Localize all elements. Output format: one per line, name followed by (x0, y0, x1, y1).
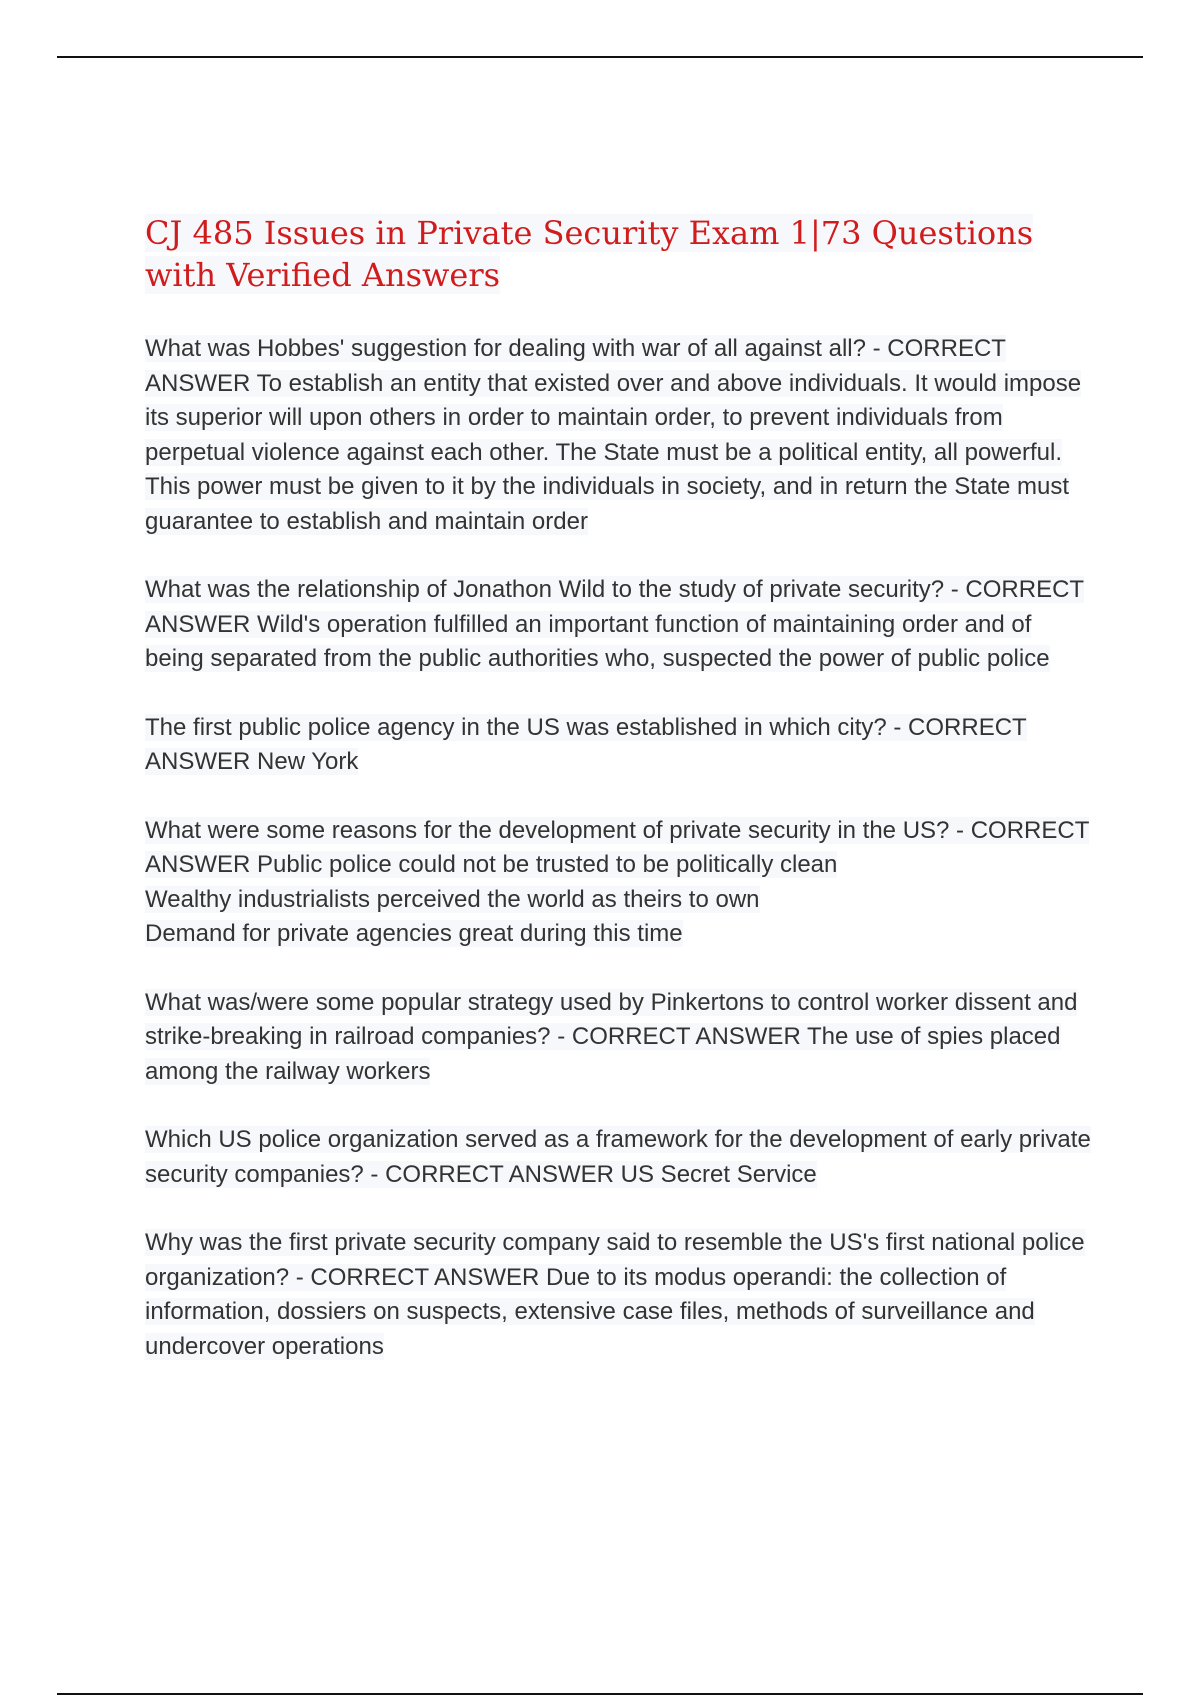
qa-text: What were some reasons for the development of private security in the US? - CORRECT ANSWER Public police could not be trusted to be politically clean Wealthy industrialists perceived the world as theirs to own Demand for private agencies great during this time (145, 816, 1090, 947)
qa-text: Which US police organization served as a framework for the development of early private security companies? - CORRECT ANSWER US Secret Service (145, 1126, 1091, 1188)
qa-item (145, 332, 1095, 539)
qa-text: The first public police agency in the US was established in which city? - CORRECT ANSWER New York (145, 713, 1027, 775)
qa-text: What was Hobbes' suggestion for dealing with war of all against all? - CORRECT ANSWER To establish an entity that existed over and above individuals. It would impose its superior will upon others in order to maintain order, to prevent individuals from perpetual violence against each other. The State must be a political entity, all powerful. This power must be given to it by the individuals in society, and in return the State must guarantee to establish and maintain order (145, 335, 1082, 535)
qa-item (145, 1123, 1095, 1192)
qa-item (145, 814, 1095, 952)
qa-text: Why was the first private security company said to resemble the US's first national police organization? - CORRECT ANSWER Due to its modus operandi: the collection of information, dossiers on suspects, extensive case files, methods of surveillance and undercover operations (145, 1229, 1085, 1360)
bottom-rule (57, 1693, 1143, 1695)
document-content (145, 212, 1095, 1398)
qa-item (145, 573, 1095, 677)
document-title: CJ 485 Issues in Private Security Exam 1|73 Questions with Verified Answers (145, 214, 1034, 294)
qa-item (145, 711, 1095, 780)
qa-item (145, 1226, 1095, 1364)
qa-text: What was/were some popular strategy used by Pinkertons to control worker dissent and strike-breaking in railroad companies? - CORRECT ANSWER The use of spies placed among the railway workers (145, 988, 1078, 1085)
qa-text: What was the relationship of Jonathon Wild to the study of private security? - CORRECT ANSWER Wild's operation fulfilled an important function of maintaining order and of being separated from the public authorities who, suspected the power of public police (145, 576, 1085, 672)
top-rule (57, 56, 1143, 58)
title-block (145, 212, 1095, 296)
qa-item (145, 986, 1095, 1090)
